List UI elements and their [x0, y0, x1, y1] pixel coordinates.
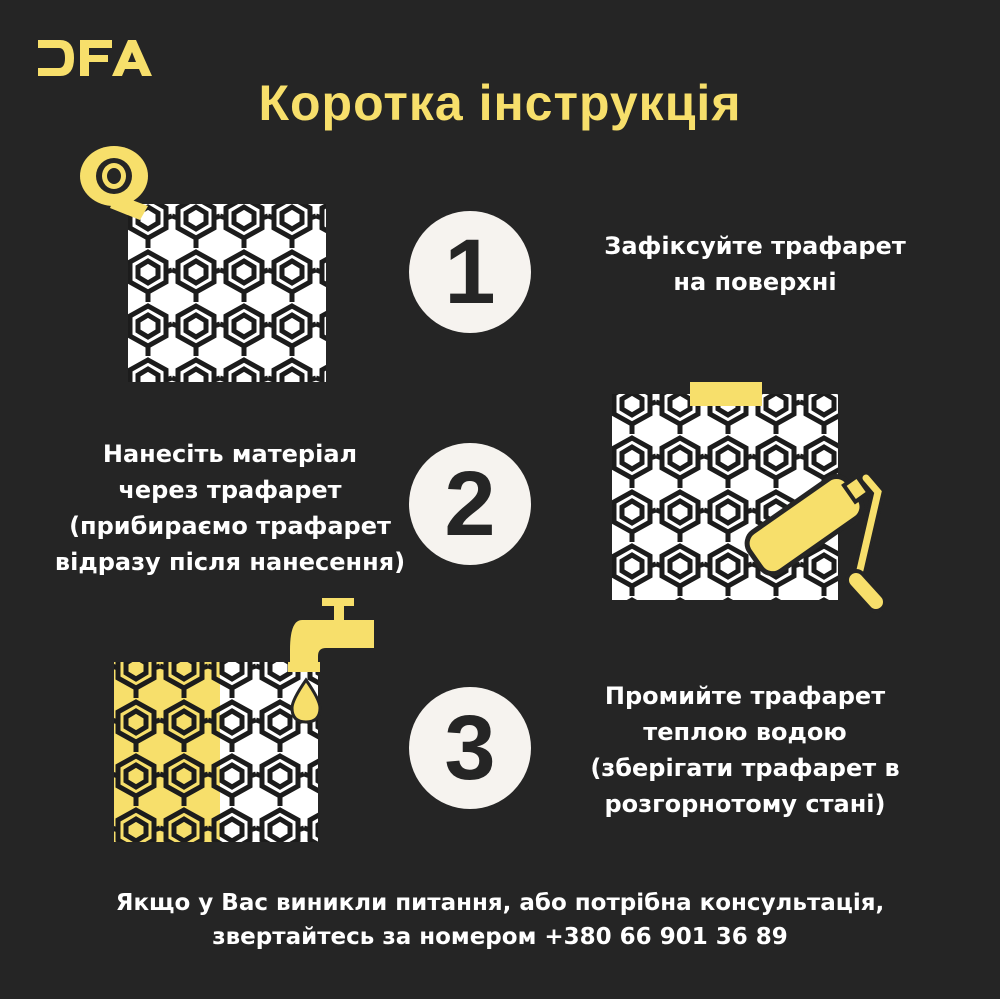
step-3-line-2: теплою водою — [643, 718, 847, 746]
footer-contact — [0, 886, 1000, 954]
tape-roll-icon — [80, 146, 148, 220]
step-2-line-1: Нанесіть матеріал — [102, 440, 358, 468]
footer-phone-line: звертайтесь за номером +380 66 901 36 89 — [212, 924, 788, 950]
stencil-pattern-icon — [128, 204, 326, 382]
step-1-line-2: на поверхні — [673, 268, 837, 296]
step-3-text — [550, 678, 940, 822]
footer-line-1: Якщо у Вас виникли питання, або потрібна консультація, — [115, 890, 885, 916]
step-3-line-1: Промийте трафарет — [604, 682, 886, 710]
step-2-number: 2 — [409, 443, 531, 565]
step-1-line-1: Зафіксуйте трафарет — [604, 232, 906, 260]
step-2-text — [40, 436, 420, 580]
step-3-line-3: (зберігати трафарет в — [590, 754, 900, 782]
tape-strip — [690, 382, 762, 406]
dfa-logo — [36, 38, 152, 78]
step-3-number: 3 — [409, 687, 531, 809]
step-2-line-4: відразу після нанесення) — [54, 548, 406, 576]
step-2-line-2: через трафарет — [118, 476, 342, 504]
page-title: Коротка інструкція — [258, 75, 742, 131]
stencil-pattern-icon — [114, 662, 220, 842]
step-1-number: 1 — [409, 211, 531, 333]
stencil-washing — [112, 590, 376, 846]
step-3-line-4: розгорнотому стані) — [604, 790, 886, 818]
water-tap-icon — [288, 598, 374, 672]
step-1-text — [560, 228, 950, 300]
step-2-line-3: (прибираємо трафарет — [69, 512, 391, 540]
stencil-with-roller — [608, 380, 898, 620]
stencil-with-tape — [76, 140, 332, 384]
